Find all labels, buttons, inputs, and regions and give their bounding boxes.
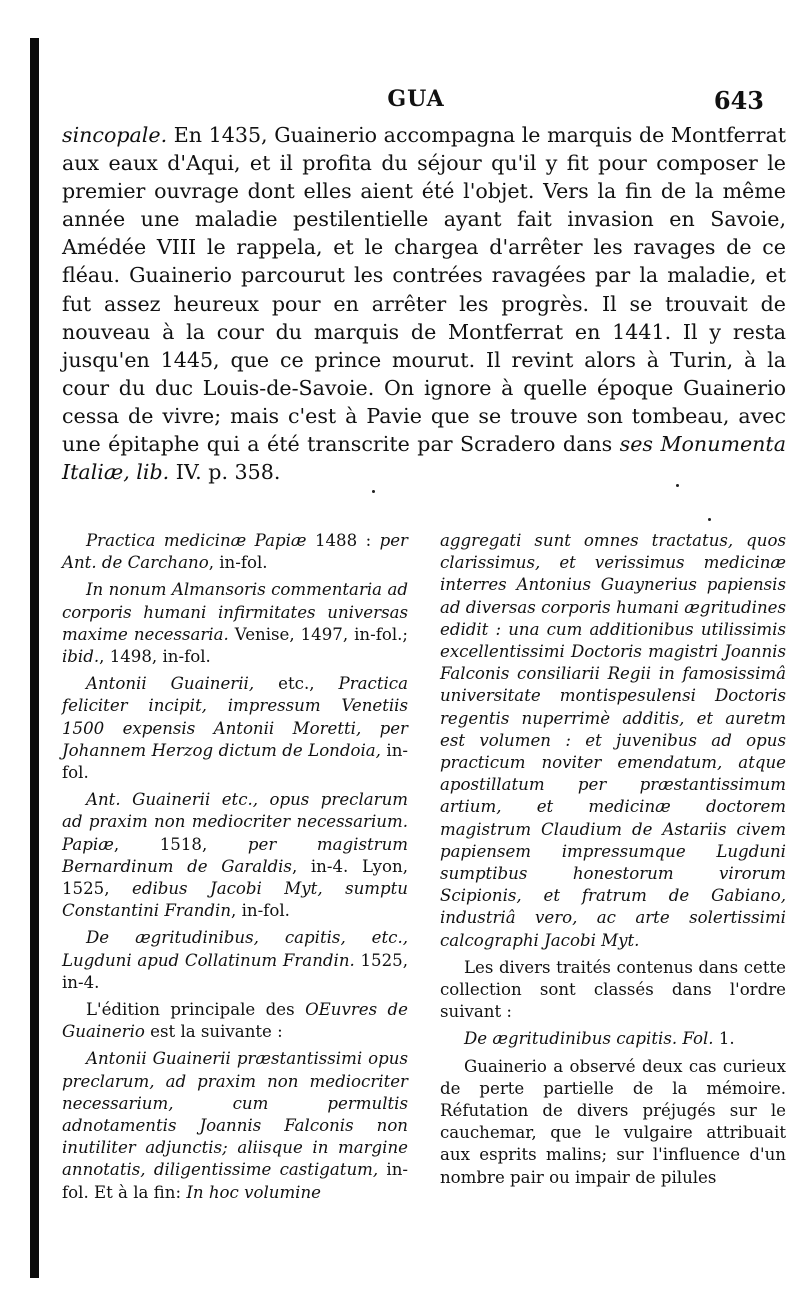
page-edge-rule [30, 38, 39, 1278]
left-column [62, 530, 408, 1209]
main-text-citation: ses Monumenta Italiæ, lib. [62, 432, 786, 485]
main-paragraph [62, 121, 786, 486]
bibliography-entry: De ægritudinibus, capitis, etc., Lugduni apud Collatinum Frandin. 1525, in-4. [62, 928, 408, 992]
bibliography-entry: In nonum Almansoris commentaria ad corporis humani infirmitates universas maxime necessaria. Venise, 1497, in-fol.; ibid., 1498, in-fol. [62, 580, 408, 667]
bibliography-entry: Practica medicinæ Papiæ 1488 : per Ant. de Carchano, in-fol. [62, 531, 408, 573]
main-text-citation-end: IV. p. 358. [169, 460, 281, 485]
bibliography-columns [62, 530, 786, 1290]
running-head: GUA [387, 86, 445, 112]
bibliography-entry: Ant. Guainerii etc., opus preclarum ad praxim non mediocriter necessarium. Papiæ, 1518, per magistrum Bernardinum de Garaldis, in-4. Lyon, 1525, edibus Jacobi Myt, sumptu Constantini Frandin, in-fol. [62, 790, 408, 921]
main-text-italic-start: sincopale. [62, 123, 168, 147]
bibliography-entry-continued: aggregati sunt omnes tractatus, quos clarissimus, et verissimus medicinæ interres Antonius Guaynerius papiensis ad diversas corporis humani ægritudines edidit : una cum additionibus utilissimis excellentissimi Doctoris magistri Joannis Falconis consiliarii Regii in famosissimâ universitate montispesulensi Doctoris regentis nuperrimè additis, et auretm est volumen : et juvenibus ad opus practicum noviter emendatum, atque apostillatum per præstantissimum artium, et medicinæ doctorem magistrum Claudium de Astariis civem papiensem impressumque Lugduni sumptibus honestorum virorum Scipionis, et fratrum de Gabiano, industriâ vero, ac arte solertissimi calcographi Jacobi Myt. [440, 531, 786, 950]
treatise-heading: De ægritudinibus capitis. Fol. 1. [464, 1029, 735, 1049]
bibliography-note: L'édition principale des OEuvres de Guainerio est la suivante : [62, 1000, 408, 1042]
bibliography-entry: Antonii Guainerii, etc., Practica feliciter incipit, impressum Venetiis 1500 expensis Antonii Moretti, per Johannem Herzog dictum de Londoia, in-fol. [62, 674, 408, 783]
page-header [60, 86, 772, 120]
page-number: 643 [713, 86, 764, 115]
main-text-body: En 1435, Guainerio accompagna le marquis de Montferrat aux eaux d'Aqui, et il profita du séjour qu'il y fit pour composer le premier ouvrage dont elles aient été l'objet. Vers la fin de la même année une maladie pestilentielle ayant fait invasion en Savoie, Amédée VIII le rappela, et le chargea d'arrêter les ravages de ce fléau. Guainerio parcourut les contrées ravagées par la maladie, et fut assez heureux pour en arrêter les progrès. Il se trouvait de nouveau à la cour du marquis de Montferrat en 1441. Il y resta jusqu'en 1445, que ce prince mourut. Il revint alors à Turin, à la cour du duc Louis-de-Savoie. On ignore à quelle époque Guainerio cessa de vivre; mais c'est à Pavie que se trouve son tombeau, avec une épitaphe qui a été transcrite par Scradero dans [62, 123, 786, 457]
right-column [440, 530, 786, 1194]
treatise-description: Guainerio a observé deux cas curieux de perte partielle de la mémoire. Réfutation de divers préjugés sur le cauchemar, que le vulgaire attribuait aux esprits malins; sur l'influence d'un nombre pair ou impair de pilules [440, 1056, 786, 1187]
print-speck [708, 518, 711, 521]
bibliography-entry: Antonii Guainerii præstantissimi opus preclarum, ad praxim non mediocriter necessarium, cum permultis adnotamentis Joannis Falconis non inutiliter adjunctis; aliisque in margine annotatis, diligentissime castigatum, in-fol. Et à la fin: In hoc volumine [62, 1049, 408, 1202]
bibliography-note: Les divers traités contenus dans cette collection sont classés dans l'ordre suivant : [440, 957, 786, 1022]
print-speck [372, 490, 375, 493]
print-speck [676, 484, 679, 487]
